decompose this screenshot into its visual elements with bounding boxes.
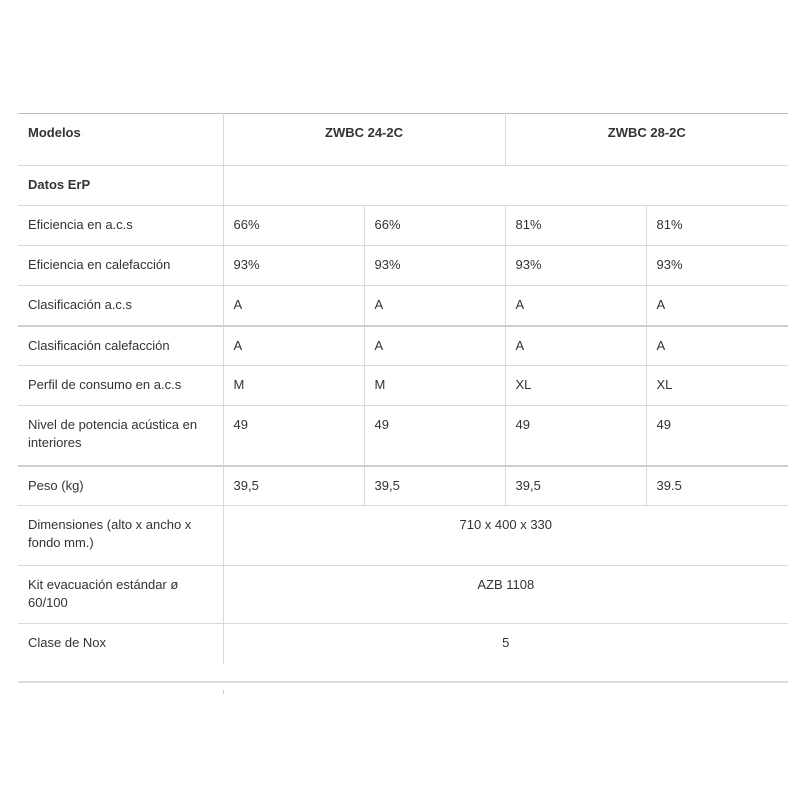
table-cell: A [223, 286, 364, 326]
table-cell: A [223, 326, 364, 366]
table-cell: 81% [646, 206, 788, 246]
row-label: Eficiencia en calefacción [18, 246, 223, 286]
merged-cell: 5 [223, 624, 788, 664]
table-cell: 81% [505, 206, 646, 246]
table-cell: 39,5 [364, 466, 505, 506]
table-row [18, 406, 788, 466]
row-label: Nivel de potencia acústica en interiores [18, 406, 223, 466]
table-cell: A [646, 326, 788, 366]
table-cell: 39.5 [646, 466, 788, 506]
merged-cell: AZB 1108 [223, 566, 788, 624]
table-cell: 66% [223, 206, 364, 246]
table-cell: XL [505, 366, 646, 406]
model-1-header: ZWBC 24-2C [223, 114, 505, 166]
table-cell: XL [646, 366, 788, 406]
table-cell: A [505, 326, 646, 366]
table-cell: 93% [646, 246, 788, 286]
section-label: Datos ErP [18, 166, 223, 206]
table-row [18, 246, 788, 286]
table-row [18, 466, 788, 506]
table-cell: A [364, 326, 505, 366]
table-cell: 39,5 [223, 466, 364, 506]
table-cell: M [223, 366, 364, 406]
table-cell: A [364, 286, 505, 326]
row-label: Dimensiones (alto x ancho x fondo mm.) [18, 506, 223, 566]
table-row [18, 566, 788, 624]
row-label: Perfil de consumo en a.c.s [18, 366, 223, 406]
table-row [18, 326, 788, 366]
table-cell: M [364, 366, 505, 406]
table-cell: 93% [364, 246, 505, 286]
table-bottom-divider [18, 681, 788, 683]
header-label: Modelos [18, 114, 223, 166]
row-label: Kit evacuación estándar ø 60/100 [18, 566, 223, 624]
table-cell: 49 [646, 406, 788, 466]
table-cell: 66% [364, 206, 505, 246]
row-label: Clase de Nox [18, 624, 223, 664]
specifications-table [18, 113, 788, 664]
table-cell: A [646, 286, 788, 326]
table-cell: 93% [223, 246, 364, 286]
section-row [18, 166, 788, 206]
row-label: Clasificación calefacción [18, 326, 223, 366]
table-row [18, 624, 788, 664]
table-cell: 93% [505, 246, 646, 286]
table-row [18, 366, 788, 406]
row-label: Clasificación a.c.s [18, 286, 223, 326]
header-row [18, 114, 788, 166]
table-row [18, 506, 788, 566]
row-label: Peso (kg) [18, 466, 223, 506]
table-cell: 49 [223, 406, 364, 466]
merged-cell: 710 x 400 x 330 [223, 506, 788, 566]
table-cell: 39,5 [505, 466, 646, 506]
table-cell: 49 [505, 406, 646, 466]
model-2-header: ZWBC 28-2C [505, 114, 788, 166]
column-tick-mark [223, 690, 224, 694]
table-cell: 49 [364, 406, 505, 466]
section-empty-cell [223, 166, 788, 206]
table-row [18, 206, 788, 246]
table-cell: A [505, 286, 646, 326]
row-label: Eficiencia en a.c.s [18, 206, 223, 246]
table-row [18, 286, 788, 326]
